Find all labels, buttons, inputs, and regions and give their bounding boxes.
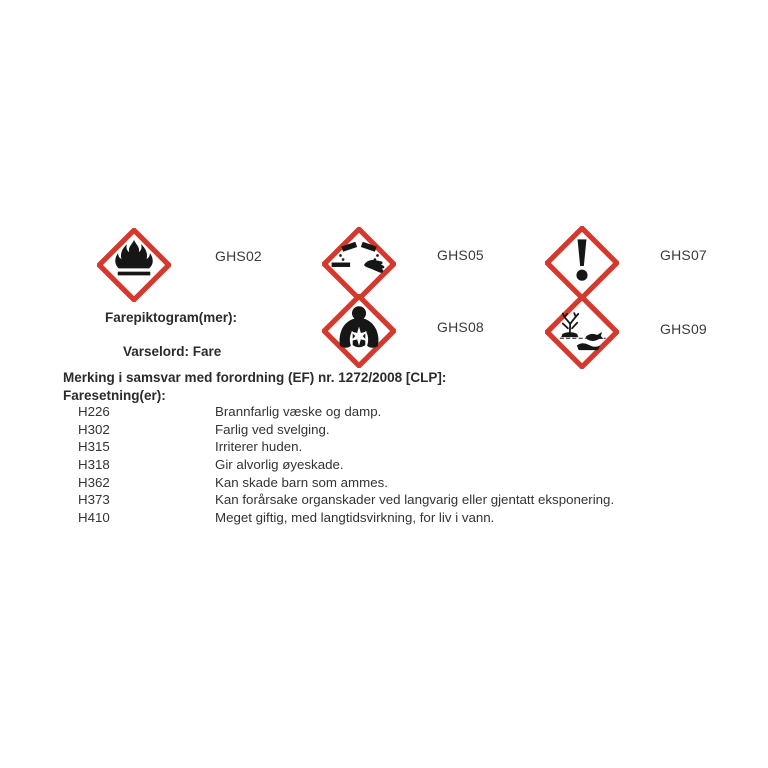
hazard-statement-row	[78, 491, 614, 509]
ghs07-exclamation-icon	[545, 226, 619, 300]
hazard-code: H362	[78, 474, 110, 490]
hazard-statement-row	[78, 403, 614, 421]
hazard-pictograms-label: Farepiktogram(mer):	[105, 310, 238, 325]
ghs08-label: GHS08	[437, 319, 484, 335]
ghs09-environment-icon	[545, 295, 619, 369]
hazard-statement-row	[78, 509, 614, 527]
ghs08-health-hazard-icon	[322, 294, 396, 368]
ghs09-label: GHS09	[660, 321, 707, 337]
hazard-text: Brannfarlig væske og damp.	[215, 404, 382, 420]
hazard-statement-row	[78, 421, 614, 439]
ghs02-label: GHS02	[215, 248, 262, 264]
clp-heading: Merking i samsvar med forordning (EF) nr. 1272/2008 [CLP]:	[63, 370, 447, 385]
ghs05-corrosion-icon	[322, 227, 396, 301]
hazard-code: H315	[78, 439, 110, 455]
hazard-code: H410	[78, 509, 110, 525]
hazard-statement-row	[78, 456, 614, 474]
hazard-statements-heading: Faresetning(er):	[63, 387, 166, 403]
hazard-text: Farlig ved svelging.	[215, 421, 330, 437]
hazard-code: H226	[78, 404, 110, 420]
hazard-statement-row	[78, 473, 614, 491]
ghs02-flame-icon	[97, 228, 171, 302]
hazard-text: Kan skade barn som ammes.	[215, 474, 388, 490]
hazard-text: Gir alvorlig øyeskade.	[215, 457, 344, 473]
hazard-text: Meget giftig, med langtidsvirkning, for liv i vann.	[215, 509, 495, 525]
signal-word-label: Varselord: Fare	[123, 344, 222, 359]
hazard-code: H302	[78, 421, 110, 437]
hazard-statement-row	[78, 438, 614, 456]
ghs07-label: GHS07	[660, 247, 707, 263]
hazard-text: Kan forårsake organskader ved langvarig eller gjentatt eksponering.	[215, 492, 615, 508]
hazard-code: H318	[78, 457, 110, 473]
hazard-text: Irriterer huden.	[215, 439, 303, 455]
hazard-statement-list	[78, 403, 614, 526]
ghs05-label: GHS05	[437, 247, 484, 263]
hazard-code: H373	[78, 492, 110, 508]
